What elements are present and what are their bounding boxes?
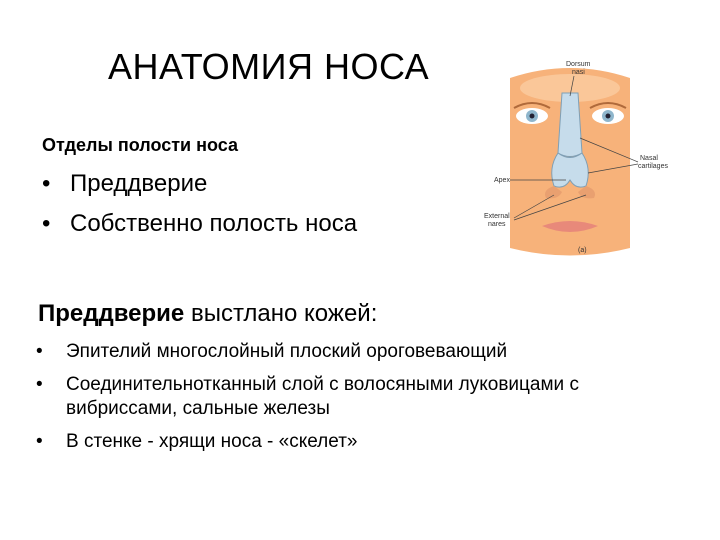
bullet-icon: • — [36, 431, 43, 452]
list-item-text: Преддверие — [70, 170, 208, 197]
list-item — [42, 208, 357, 248]
vestibule-details-list — [36, 340, 676, 463]
slide-title: АНАТОМИЯ НОСА — [108, 46, 430, 87]
bullet-icon: • — [42, 170, 51, 197]
dorsum-label: Dorsum — [566, 61, 591, 68]
apex-label: Apex — [494, 177, 510, 184]
bullet-icon: • — [36, 374, 43, 395]
list-item-text: Соединительнотканный слой с волосяными луковицами с вибриссами, сальные железы — [66, 374, 579, 419]
list-item-text: Собственно полость носа — [70, 210, 358, 237]
lead-bold-term: Преддверие — [38, 300, 185, 327]
nares-label: nares — [488, 221, 506, 228]
list-item-text: В стенке - хрящи носа - «скелет» — [66, 431, 358, 452]
external-label: External — [484, 213, 510, 220]
list-item — [36, 340, 676, 364]
nasi-label: nasi — [572, 69, 585, 76]
bullet-icon: • — [36, 341, 43, 362]
nasal-label: Nasal — [640, 155, 658, 162]
lead-text: выстлано кожей: — [184, 300, 378, 327]
nose-anatomy-illustration — [470, 58, 670, 268]
panel-label: (a) — [578, 247, 587, 254]
vestibule-lead — [38, 300, 377, 328]
nose-parts-list — [42, 168, 357, 248]
list-item — [36, 373, 676, 421]
cartilages-label: cartilages — [638, 163, 668, 170]
list-item — [42, 168, 357, 208]
list-item — [36, 430, 676, 454]
section-heading: Отделы полости носа — [42, 135, 238, 155]
bullet-icon: • — [42, 210, 51, 237]
list-item-text: Эпителий многослойный плоский ороговевающий — [66, 341, 508, 362]
